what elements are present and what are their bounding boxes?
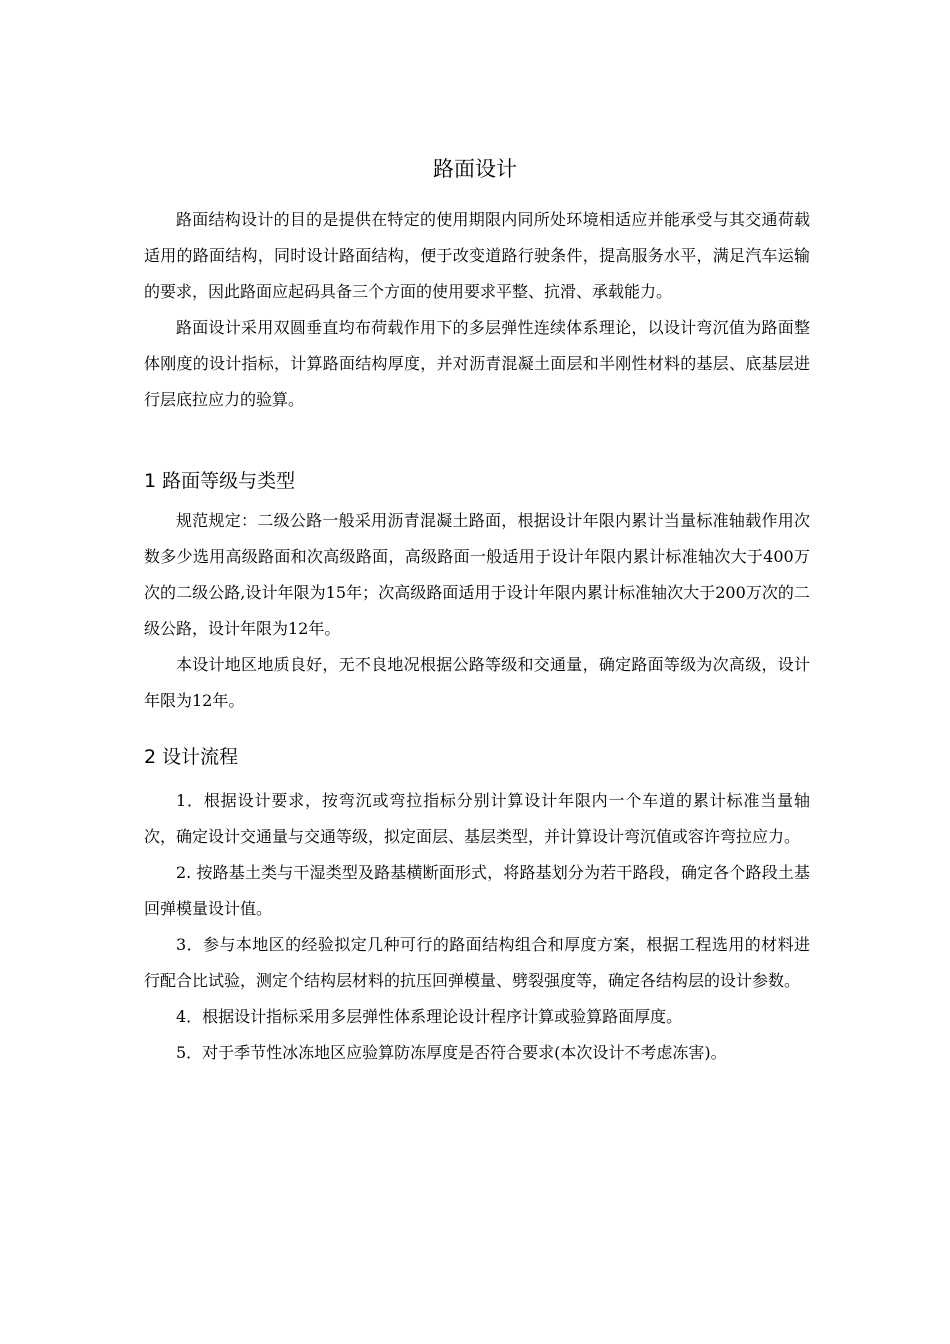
step-3: 3．参与本地区的经验拟定几种可行的路面结构组合和厚度方案，根据工程选用的材料进行配合比试验，测定个结构层材料的抗压回弹模量、劈裂强度等，确定各结构层的设计参数。 — [144, 935, 810, 990]
intro-paragraph-1: 路面结构设计的目的是提供在特定的使用期限内同所处环境相适应并能承受与其交通荷载适用的路面结构，同时设计路面结构，便于改变道路行驶条件，提高服务水平，满足汽车运输的要求，因此路面应起码具备三个方面的使用要求平整、抗滑、承载能力。 — [144, 210, 810, 301]
step-4: 4．根据设计指标采用多层弹性体系理论设计程序计算或验算路面厚度。 — [176, 1007, 683, 1026]
step-5: 5．对于季节性冰冻地区应验算防冻厚度是否符合要求(本次设计不考虑冻害)。 — [176, 1043, 727, 1062]
section-heading-2: 2 设计流程 — [144, 746, 239, 768]
section-1-paragraph-2: 本设计地区地质良好，无不良地况根据公路等级和交通量，确定路面等级为次高级，设计年限为12年。 — [144, 655, 810, 710]
intro-section — [144, 202, 810, 418]
section-1-paragraph-1: 规范规定：二级公路一般采用沥青混凝土路面，根据设计年限内累计当量标准轴载作用次数多少选用高级路面和次高级路面，高级路面一般适用于设计年限内累计标准轴次大于400万次的二级公路,设计年限为15年；次高级路面适用于设计年限内累计标准轴次大于200万次的二级公路，设计年限为12年。 — [144, 511, 810, 638]
section-1-body — [144, 503, 810, 719]
section-heading-1: 1 路面等级与类型 — [144, 470, 296, 492]
step-1: 1．根据设计要求，按弯沉或弯拉指标分别计算设计年限内一个车道的累计标准当量轴次，确定设计交通量与交通等级，拟定面层、基层类型，并计算设计弯沉值或容许弯拉应力。 — [144, 791, 810, 846]
section-2-body — [144, 783, 810, 1071]
intro-paragraph-2: 路面设计采用双圆垂直均布荷载作用下的多层弹性连续体系理论，以设计弯沉值为路面整体刚度的设计指标，计算路面结构厚度，并对沥青混凝土面层和半刚性材料的基层、底基层进行层底拉应力的验算。 — [144, 318, 810, 409]
step-2: 2. 按路基土类与干湿类型及路基横断面形式，将路基划分为若干路段，确定各个路段土基回弹模量设计值。 — [144, 863, 810, 918]
page-title: 路面设计 — [433, 157, 517, 181]
